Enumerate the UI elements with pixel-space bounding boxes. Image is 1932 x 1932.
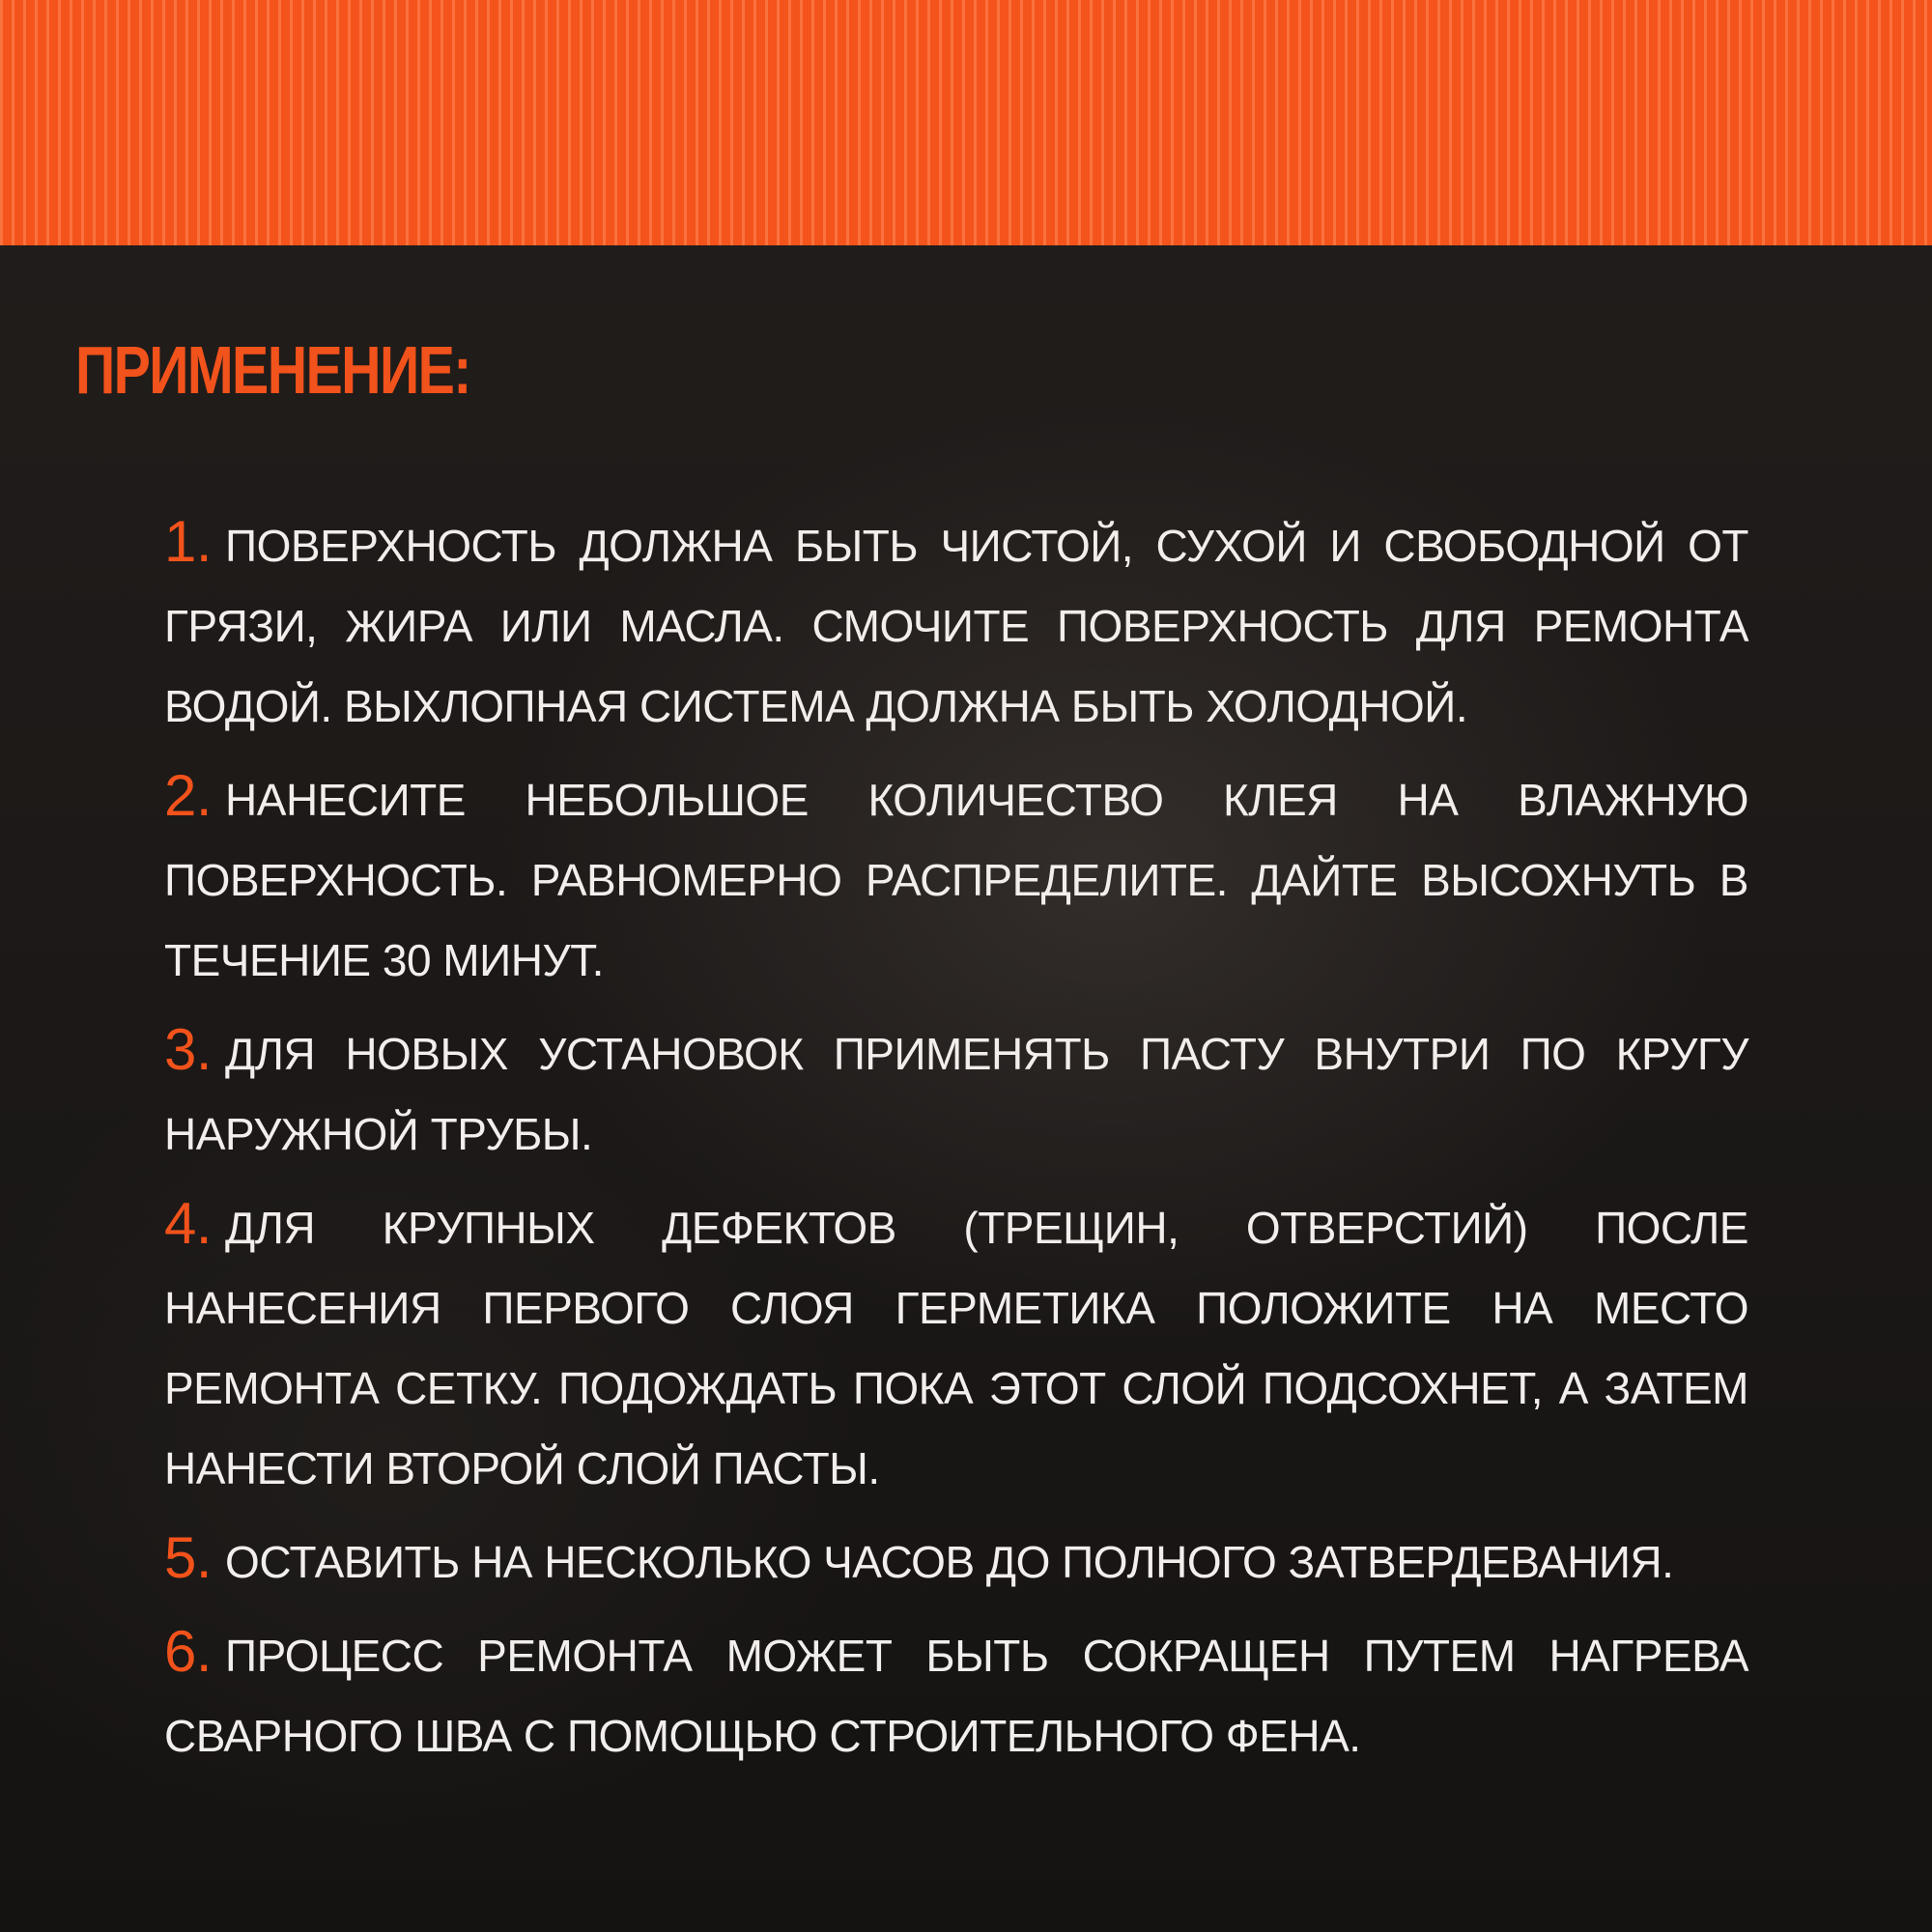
- step-number: 1.: [164, 509, 213, 574]
- step-number: 6.: [164, 1619, 213, 1684]
- step-6: [164, 1612, 1748, 1776]
- step-3: [164, 1010, 1748, 1175]
- section-heading: ПРИМЕНЕНИЕ:: [75, 332, 470, 408]
- step-4: [164, 1184, 1748, 1509]
- step-text: ПОВЕРХНОСТЬ ДОЛЖНА БЫТЬ ЧИСТОЙ, СУХОЙ И СВОБОДНОЙ ОТ ГРЯЗИ, ЖИРА ИЛИ МАСЛА. СМОЧИТЕ ПОВЕРХНОСТЬ ДЛЯ РЕМОНТА ВОДОЙ. ВЫХЛОПНАЯ СИСТЕМА ДОЛЖНА БЫТЬ ХОЛОДНОЙ.: [164, 521, 1748, 731]
- step-1: [164, 502, 1748, 747]
- step-number: 4.: [164, 1191, 213, 1256]
- step-text: ДЛЯ НОВЫХ УСТАНОВОК ПРИМЕНЯТЬ ПАСТУ ВНУТРИ ПО КРУГУ НАРУЖНОЙ ТРУБЫ.: [164, 1029, 1748, 1159]
- striped-orange-band: [0, 0, 1932, 245]
- step-number: 2.: [164, 763, 213, 828]
- step-number: 5.: [164, 1525, 213, 1590]
- steps-list: [164, 502, 1748, 1786]
- step-number: 3.: [164, 1017, 213, 1082]
- step-text: ПРОЦЕСС РЕМОНТА МОЖЕТ БЫТЬ СОКРАЩЕН ПУТЕМ НАГРЕВА СВАРНОГО ШВА С ПОМОЩЬЮ СТРОИТЕЛЬНОГО ФЕНА.: [164, 1631, 1748, 1761]
- step-5: [164, 1519, 1748, 1603]
- step-text: ДЛЯ КРУПНЫХ ДЕФЕКТОВ (ТРЕЩИН, ОТВЕРСТИЙ) ПОСЛЕ НАНЕСЕНИЯ ПЕРВОГО СЛОЯ ГЕРМЕТИКА ПОЛОЖИТЕ НА МЕСТО РЕМОНТА СЕТКУ. ПОДОЖДАТЬ ПОКА ЭТОТ СЛОЙ ПОДСОХНЕТ, А ЗАТЕМ НАНЕСТИ ВТОРОЙ СЛОЙ ПАСТЫ.: [164, 1203, 1748, 1493]
- step-text: ОСТАВИТЬ НА НЕСКОЛЬКО ЧАСОВ ДО ПОЛНОГО ЗАТВЕРДЕВАНИЯ.: [225, 1537, 1674, 1587]
- step-text: НАНЕСИТЕ НЕБОЛЬШОЕ КОЛИЧЕСТВО КЛЕЯ НА ВЛАЖНУЮ ПОВЕРХНОСТЬ. РАВНОМЕРНО РАСПРЕДЕЛИТЕ. ДАЙТЕ ВЫСОХНУТЬ В ТЕЧЕНИЕ 30 МИНУТ.: [164, 775, 1748, 985]
- step-2: [164, 756, 1748, 1001]
